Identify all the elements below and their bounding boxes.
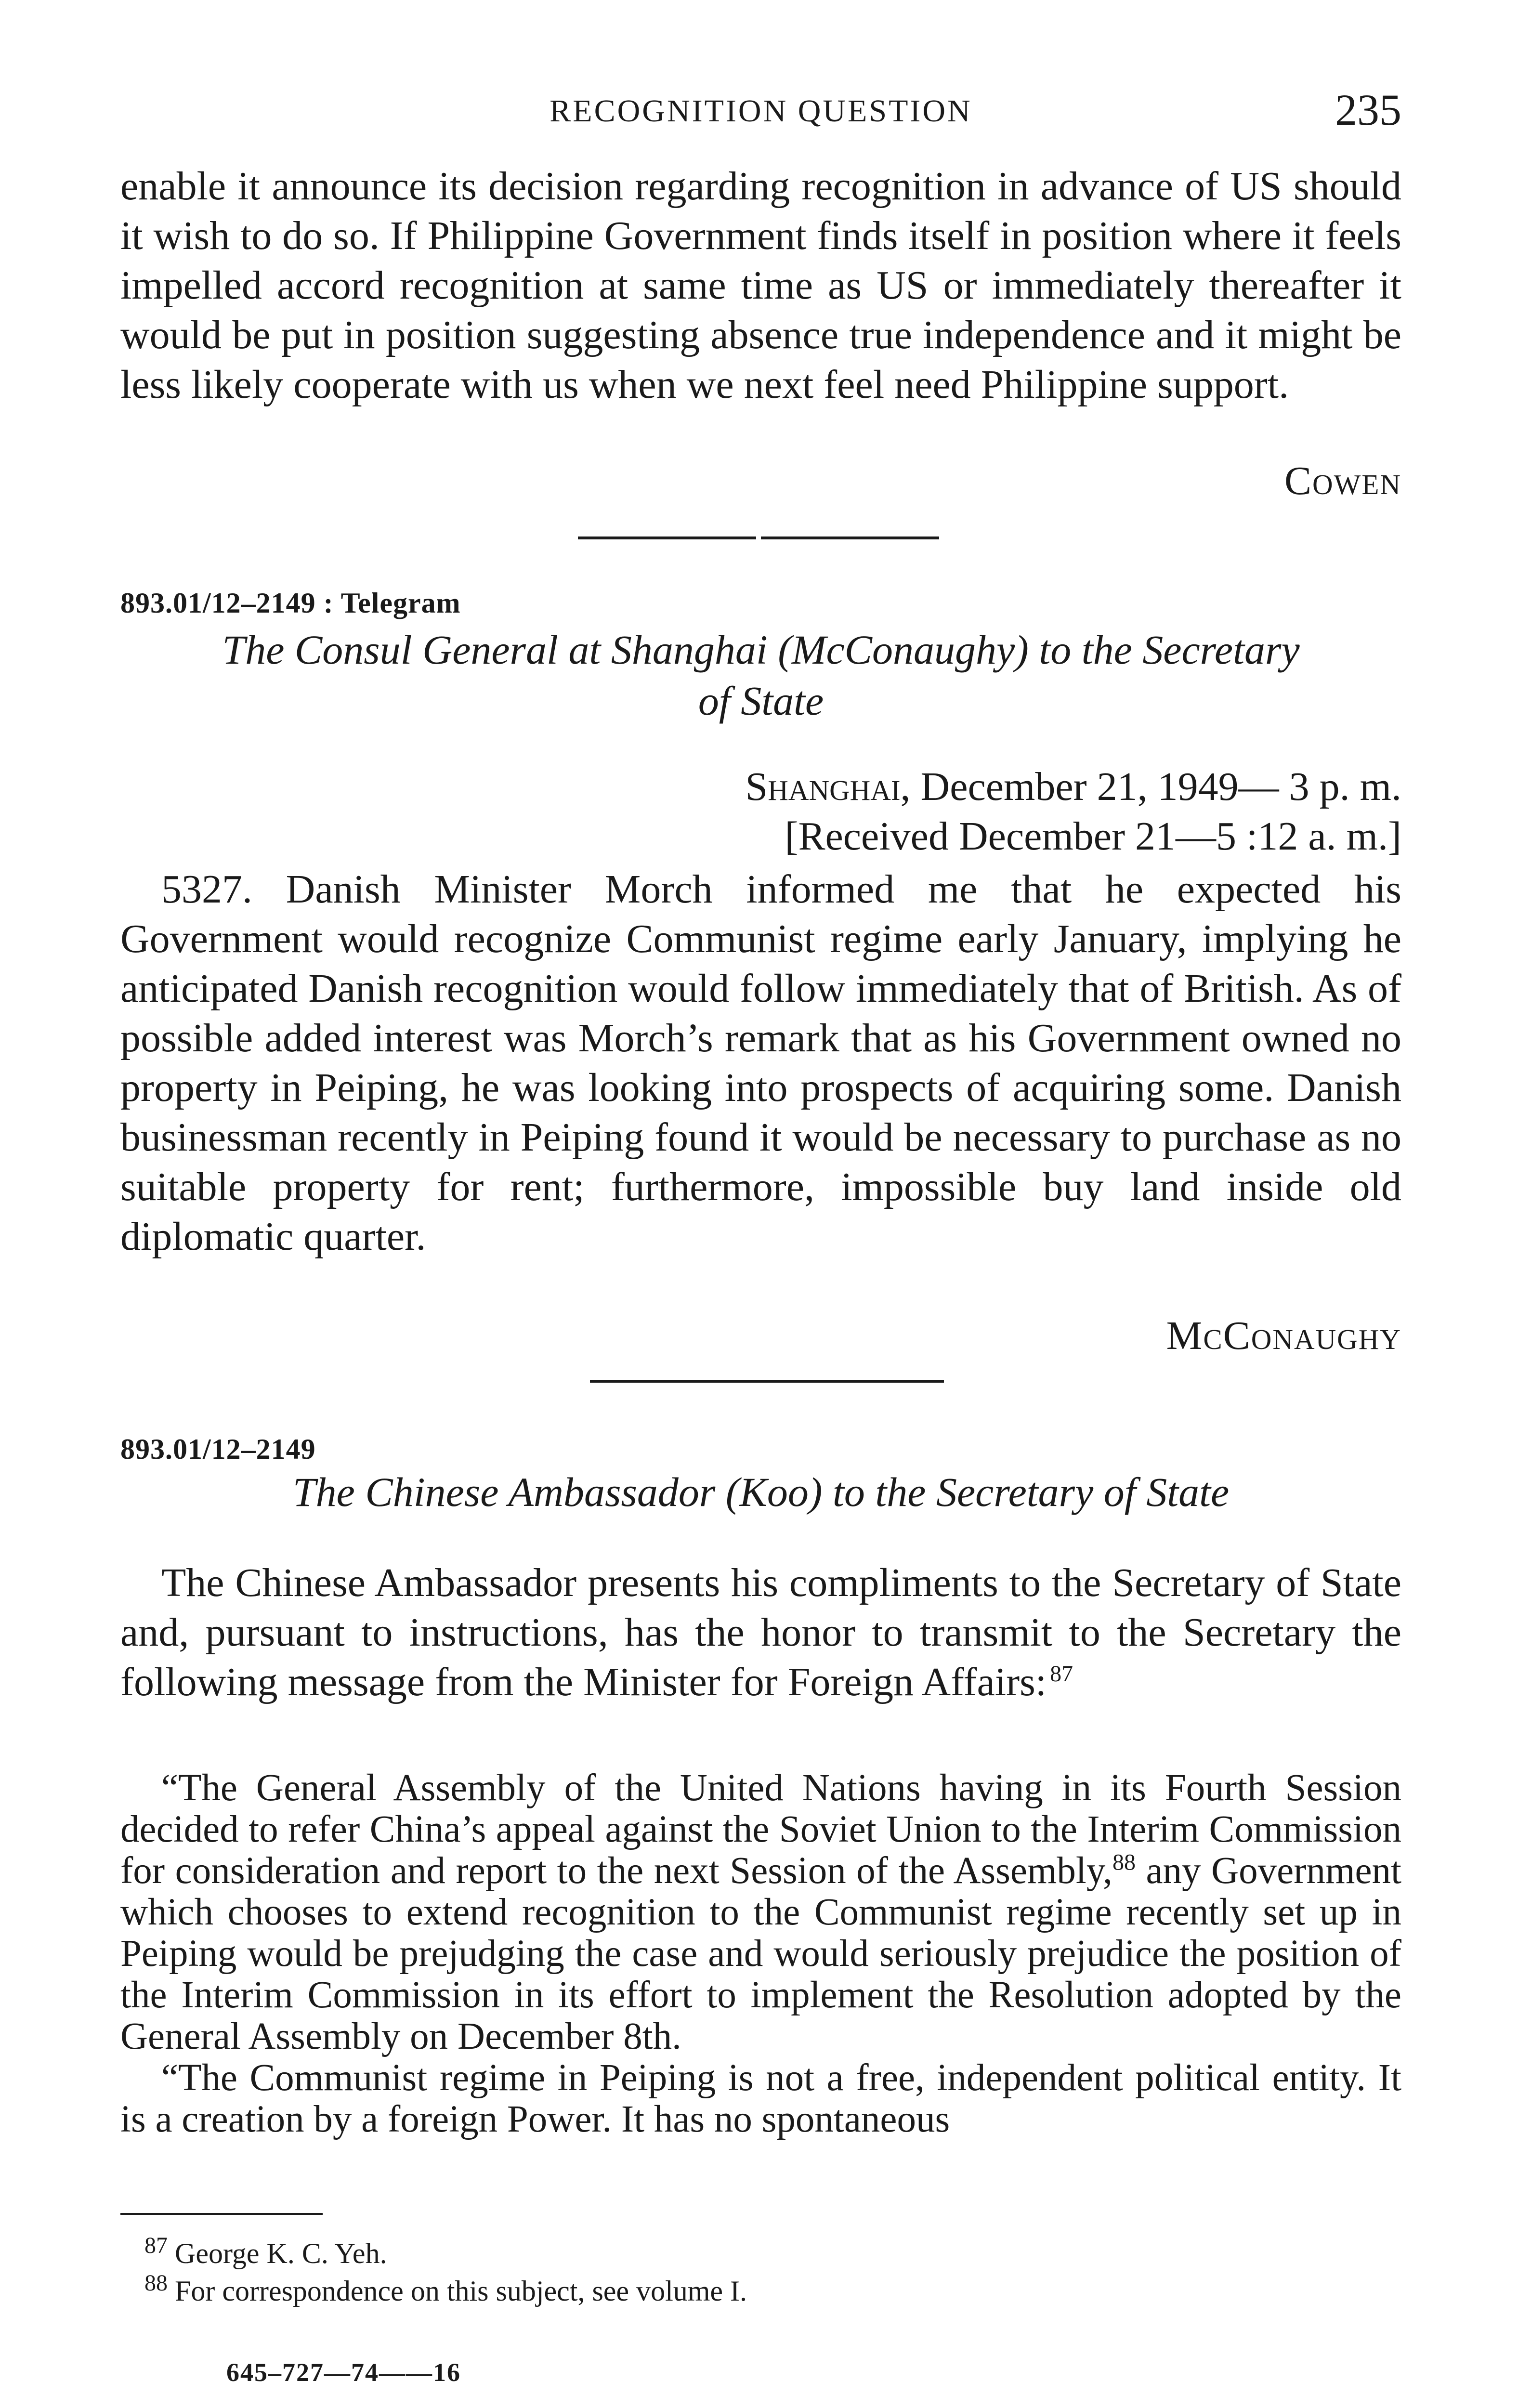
- footnote-ref-88: 88: [1112, 1849, 1136, 1875]
- continuation-paragraph: [120, 161, 1401, 409]
- telegram-title-line: of State: [698, 678, 824, 724]
- footnotes: [144, 2235, 747, 2310]
- footnote-mark: 87: [144, 2233, 168, 2258]
- dateline-sent: [746, 762, 1401, 811]
- quote-paragraph: “The Communist regime in Peiping is not a free, independent political entity. It is a creation by a foreign Power. It has no spontaneous: [120, 2057, 1401, 2140]
- running-head: RECOGNITION QUESTION: [550, 93, 972, 129]
- note-file-reference: 893.01/12–2149: [120, 1433, 316, 1465]
- signature-mcconaughy: McConaughy: [1166, 1313, 1401, 1358]
- footnote-rule: [120, 2213, 323, 2215]
- footnote-text: For correspondence on this subject, see volume I.: [168, 2275, 747, 2307]
- dateline: [746, 762, 1401, 861]
- page-header: [120, 84, 1401, 137]
- section-divider: [578, 537, 756, 539]
- telegram-title: [120, 624, 1401, 726]
- telegram-file-reference: 893.01/12–2149 : Telegram: [120, 587, 461, 619]
- continuation-text: enable it announce its decision regarding recognition in advance of US should it wish to do so. If Philippine Government finds itself in position where it feels impelled accord recognition at same time as US or immediately thereafter it would be put in position suggesting absence true independence and it might be less likely cooperate with us when we next feel need Philippine support.: [120, 164, 1401, 407]
- note-intro-text: [120, 1558, 1401, 1707]
- telegram-text: 5327. Danish Minister Morch informed me that he expected his Government would recognize Communist regime early January, implying he anticipated Danish recognition would follow immediately that of British. As of possible added interest was Morch’s remark that as his Government owned no property in Peiping, he was looking into prospects of acquiring some. Danish businessman recently in Peiping found it would be necessary to purchase as no suitable property for rent; furthermore, impossible buy land inside old diplomatic quarter.: [120, 867, 1401, 1259]
- quote-text: any Government which chooses to extend recognition to the Communist regime recently set up in Peiping would be prejudging the case and would seriously prejudice the position of the Interim Commission in its effort to implement the Resolution adopted by the General Assembly on December 8th.: [120, 1850, 1401, 2057]
- section-divider: [761, 537, 939, 539]
- footnote-mark: 88: [144, 2270, 168, 2296]
- section-divider: [590, 1380, 944, 1383]
- note-intro: [120, 1558, 1401, 1707]
- footnote-ref-87: 87: [1050, 1661, 1073, 1687]
- quoted-message: [120, 1767, 1401, 2140]
- signature-cowen: Cowen: [1284, 458, 1401, 503]
- dateline-place: Shanghai,: [745, 764, 911, 809]
- note-title: The Chinese Ambassador (Koo) to the Secretary of State: [292, 1469, 1230, 1515]
- footnote: [144, 2272, 747, 2310]
- footnote-text: George K. C. Yeh.: [168, 2238, 387, 2269]
- print-code: 645–727—74——16: [226, 2358, 461, 2387]
- quote-paragraph: [120, 1767, 1401, 2057]
- note-intro-body: The Chinese Ambassador presents his compliments to the Secretary of State and, pursuant to instructions, has the honor to transmit to the Secretary the following message from the Minister for Foreign Affairs:: [120, 1560, 1401, 1704]
- dateline-received: [Received December 21—5 :12 a. m.]: [785, 814, 1401, 859]
- telegram-body: [120, 864, 1401, 1261]
- telegram-title-line: The Consul General at Shanghai (McConaughy) to the Secretary: [222, 627, 1300, 673]
- dateline-date: December 21, 1949— 3 p. m.: [910, 764, 1401, 809]
- footnote: [144, 2235, 747, 2272]
- page-number: 235: [1335, 85, 1401, 134]
- quote-text: “The General Assembly of the United Nations having in its Fourth Session decided to refer China’s appeal against the Soviet Union to the Interim Commission for consideration and report to the next Session of the Assembly,: [120, 1767, 1401, 1892]
